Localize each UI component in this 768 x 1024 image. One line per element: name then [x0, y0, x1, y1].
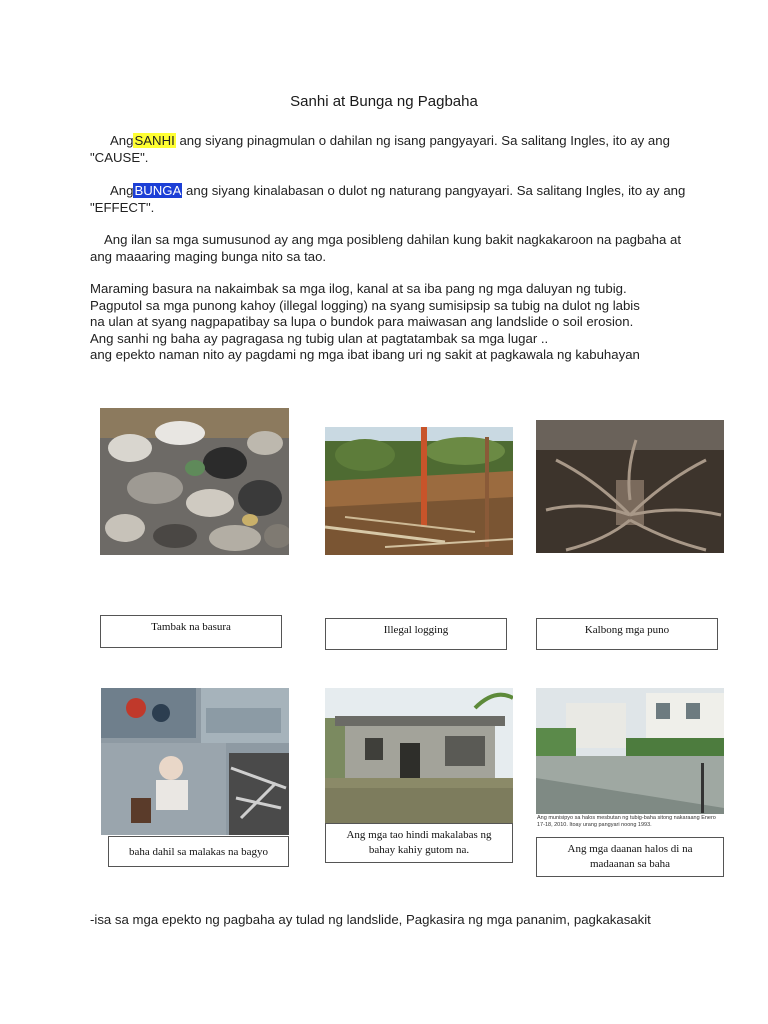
- paragraph-causes: [90, 281, 710, 364]
- bunga-highlight: BUNGA: [134, 183, 182, 198]
- caption-logging: Illegal logging: [325, 618, 507, 650]
- typhoon-collage-photo: [101, 688, 289, 835]
- causes-line: Maraming basura na nakaimbak sa mga ilog, kanal at sa iba pang ng mga daluyan ng tubig.: [90, 281, 627, 296]
- garbage-photo: [100, 408, 289, 555]
- photo-credit-note: Ang munisipyo sa halos mesbutan ng tubig-baha sitong nakaraang Enero 17-18, 2010. Itoay urang pangyari noong 1993.: [537, 815, 723, 835]
- causes-line: na ulan at syang nagpapatibay sa lupa o bundok para maiwasan ang landslide o soil erosion.: [90, 314, 634, 329]
- paragraph-bunga: [90, 183, 690, 216]
- caption-typhoon: baha dahil sa malakas na bagyo: [108, 836, 289, 867]
- intro-text: Ang ilan sa mga sumusunod ay ang mga posibleng dahilan kung bakit nagkakaroon na pagbaha at ang maaaring maging bunga nito sa tao.: [90, 232, 681, 264]
- stump-photo: [536, 420, 724, 553]
- caption-stumps: Kalbong mga puno: [536, 618, 718, 650]
- flooded-street-photo: [536, 688, 724, 835]
- paragraph-sanhi: [90, 133, 690, 166]
- sanhi-lead: Ang: [110, 133, 134, 148]
- logging-photo: [325, 427, 513, 555]
- causes-line: Ang sanhi ng baha ay pagragasa ng tubig ulan at pagtatambak sa mga lugar ..: [90, 330, 549, 346]
- footer-text: -isa sa mga epekto ng pagbaha ay tulad ng landslide, Pagkasira ng mga pananim, pagkakasakit: [90, 912, 651, 927]
- caption-trapped: Ang mga tao hindi makalabas ng bahay kahiy gutom na.: [325, 823, 513, 863]
- sanhi-text: ang siyang pinagmulan o dahilan ng isang pangyayari. Sa salitang Ingles, ito ay ang "CAUSE".: [90, 133, 670, 165]
- caption-roads: Ang mga daanan halos di na madaanan sa baha: [536, 837, 724, 877]
- page-title: Sanhi at Bunga ng Pagbaha: [290, 93, 478, 110]
- caption-garbage: Tambak na basura: [100, 615, 282, 648]
- paragraph-intro: [90, 232, 690, 265]
- bunga-lead: Ang: [110, 183, 134, 198]
- flooded-house-photo: [325, 688, 513, 823]
- sanhi-highlight: SANHI: [134, 133, 175, 148]
- causes-line: ang epekto naman nito ay pagdami ng mga ibat ibang uri ng sakit at pagkawala ng kabuhayan: [90, 347, 640, 362]
- causes-line: Pagputol sa mga punong kahoy (illegal logging) na syang sumisipsip sa tubig na dulot ng labis: [90, 297, 640, 313]
- bunga-text: ang siyang kinalabasan o dulot ng naturang pangyayari. Sa salitang Ingles, ito ay ang "EFFECT".: [90, 183, 686, 215]
